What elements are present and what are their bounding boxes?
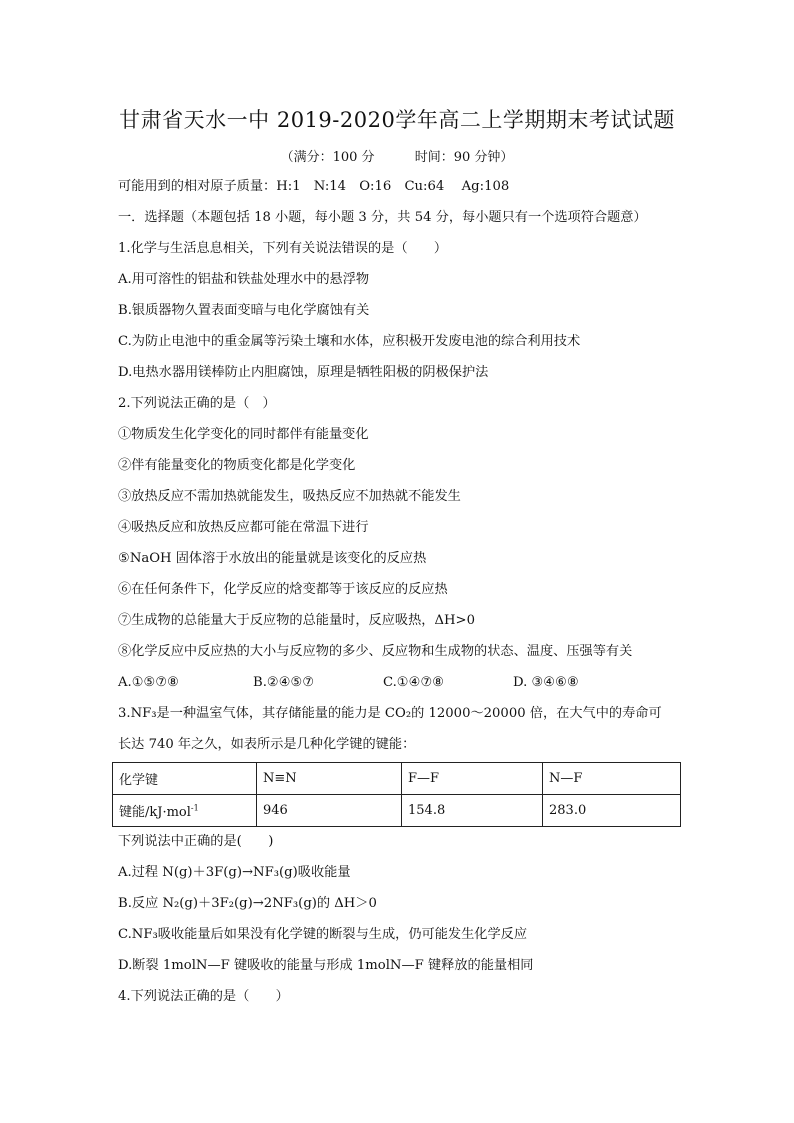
q2-statement-6: ⑥在任何条件下，化学反应的焓变都等于该反应的反应热 — [118, 582, 448, 597]
q3-stem-line2: 长达 740 年之久，如表所示是几种化学键的键能： — [118, 737, 416, 752]
q3-question: 下列说法中正确的是( ) — [118, 834, 274, 849]
section-heading: 一．选择题（本题包括 18 小题，每小题 3 分，共 54 分，每小题只有一个选项符合题意） — [118, 210, 647, 225]
q1-option-d: D.电热水器用镁棒防止内胆腐蚀，原理是牺牲阳极的阴极保护法 — [118, 365, 489, 380]
table-row-label: 键能/kJ·mol$^{-1}$ — [113, 795, 257, 827]
q2-option-b: B.②④⑤⑦ — [253, 675, 315, 690]
table-row — [113, 795, 681, 827]
q1-option-a: A.用可溶性的铝盐和铁盐处理水中的悬浮物 — [118, 272, 370, 287]
table-header-cell: N—F — [543, 763, 681, 795]
q1-option-b: B.银质器物久置表面变暗与电化学腐蚀有关 — [118, 303, 370, 318]
table-header-row — [113, 763, 681, 795]
q1-stem: 1.化学与生活息息相关，下列有关说法错误的是（ ） — [118, 241, 448, 256]
table-header-cell: 化学键 — [113, 763, 257, 795]
q3-option-c: C.NF₃吸收能量后如果没有化学键的断裂与生成，仍可能发生化学反应 — [118, 927, 528, 942]
q2-option-a: A.①⑤⑦⑧ — [118, 675, 180, 690]
q2-options — [118, 674, 579, 692]
bond-energy-table — [112, 762, 681, 827]
table-header-cell: N≡N — [257, 763, 402, 795]
q3-option-d: D.断裂 1molN—F 键吸收的能量与形成 1molN—F 键释放的能量相同 — [118, 958, 534, 973]
q2-statement-8: ⑧化学反应中反应热的大小与反应物的多少、反应物和生成物的状态、温度、压强等有关 — [118, 644, 633, 659]
q3-option-b: B.反应 N₂(g)＋3F₂(g)→2NF₃(g)的 ΔH＞0 — [118, 896, 377, 911]
q4-stem: 4.下列说法正确的是（ ） — [118, 989, 289, 1004]
score-info: （满分：100 分 — [280, 150, 375, 165]
table-cell: 946 — [257, 795, 402, 827]
exam-title: 甘肃省天水一中 2019-2020学年高二上学期期末考试试题 — [119, 108, 675, 132]
exam-subtitle — [0, 146, 794, 165]
table-header-cell: F—F — [402, 763, 543, 795]
q2-statement-7: ⑦生成物的总能量大于反应物的总能量时，反应吸热，ΔH>0 — [118, 613, 475, 628]
q2-statement-2: ②伴有能量变化的物质变化都是化学变化 — [118, 458, 356, 473]
q2-stem: 2.下列说法正确的是（ ） — [118, 396, 276, 411]
q2-statement-3: ③放热反应不需加热就能发生，吸热反应不加热就不能发生 — [118, 489, 461, 504]
atomic-masses: 可能用到的相对原子质量：H:1 N:14 O:16 Cu:64 Ag:108 — [118, 179, 510, 194]
time-info: 时间：90 分钟） — [414, 150, 514, 165]
q3-option-a: A.过程 N(g)＋3F(g)→NF₃(g)吸收能量 — [118, 865, 351, 880]
q3-stem-line1: 3.NF₃是一种温室气体，其存储能量的能力是 CO₂的 12000～20000 倍，在大气中的寿命可 — [118, 706, 662, 721]
q2-statement-1: ①物质发生化学变化的同时都伴有能量变化 — [118, 427, 369, 442]
q2-statement-5: ⑤NaOH 固体溶于水放出的能量就是该变化的反应热 — [118, 551, 427, 566]
q2-option-d: D. ③④⑥⑧ — [513, 675, 579, 690]
table-cell: 154.8 — [402, 795, 543, 827]
q2-statement-4: ④吸热反应和放热反应都可能在常温下进行 — [118, 520, 369, 535]
q2-option-c: C.①④⑦⑧ — [383, 675, 445, 690]
table-cell: 283.0 — [543, 795, 681, 827]
q1-option-c: C.为防止电池中的重金属等污染土壤和水体，应积极开发废电池的综合利用技术 — [118, 334, 581, 349]
